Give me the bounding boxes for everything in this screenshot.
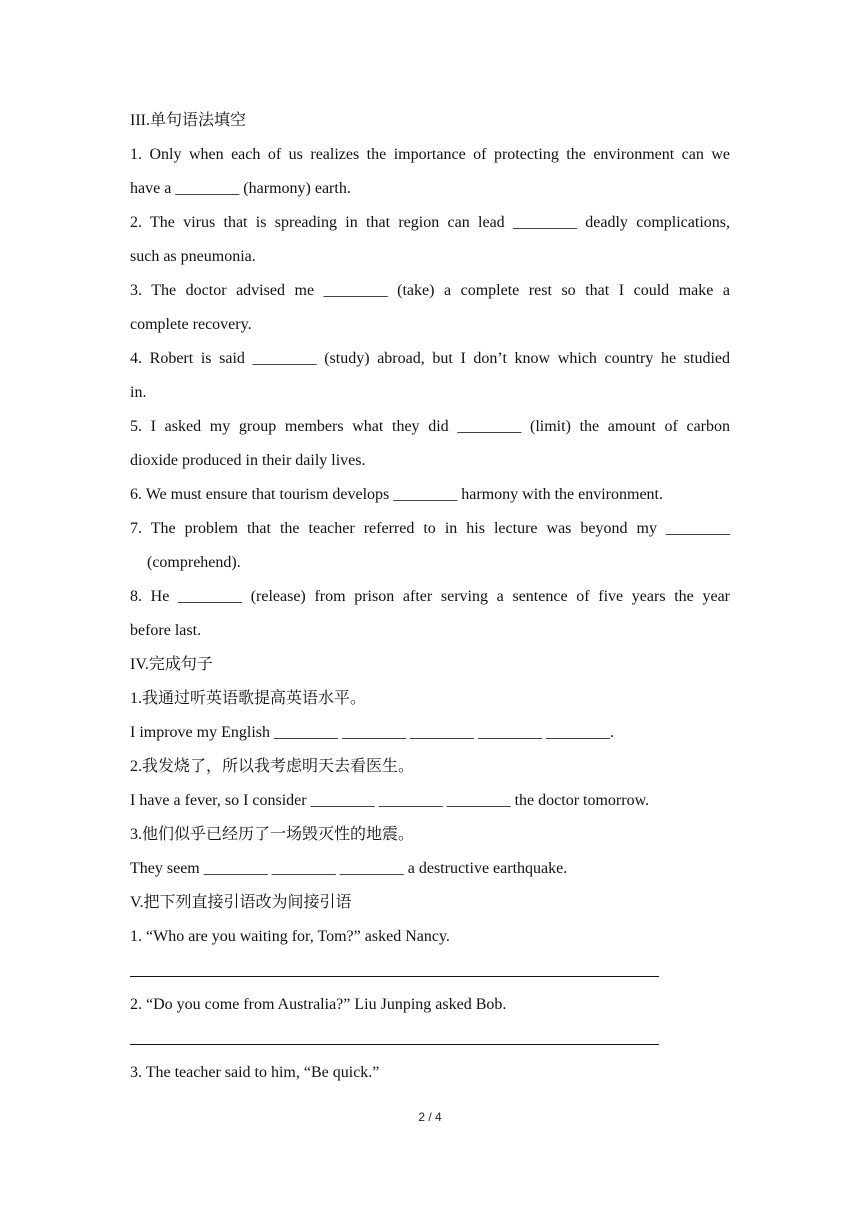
question-line: complete recovery. <box>130 316 252 333</box>
section-heading: III.单句语法填空 <box>130 112 246 129</box>
question-line: 3. The doctor advised me ________ (take) a complete rest so that I could make a <box>130 282 730 299</box>
section-heading: V.把下列直接引语改为间接引语 <box>130 894 352 911</box>
chinese-prompt: 1.我通过听英语歌提高英语水平。 <box>130 690 367 707</box>
question-line: (comprehend). <box>147 554 241 571</box>
english-sentence: They seem ________ ________ ________ a destructive earthquake. <box>130 860 568 877</box>
worksheet-content <box>130 104 730 1090</box>
question-line: before last. <box>130 622 202 639</box>
question-line: have a ________ (harmony) earth. <box>130 180 351 197</box>
question-line: 3. The teacher said to him, “Be quick.” <box>130 1064 380 1081</box>
chinese-prompt: 3.他们似乎已经历了一场毁灭性的地震。 <box>130 826 415 843</box>
question-line: such as pneumonia. <box>130 248 256 265</box>
question-line: 5. I asked my group members what they did ________ (limit) the amount of carbon <box>130 418 730 435</box>
english-sentence: I improve my English ________ ________ ________ ________ ________. <box>130 724 614 741</box>
question-line: 8. He ________ (release) from prison after serving a sentence of five years the year <box>130 588 730 605</box>
question-line: 7. The problem that the teacher referred to in his lecture was beyond my ________ <box>130 520 730 537</box>
question-line: 2. “Do you come from Australia?” Liu Junping asked Bob. <box>130 996 507 1013</box>
answer-line[interactable] <box>130 1022 730 1056</box>
question-line: 2. The virus that is spreading in that region can lead ________ deadly complications, <box>130 214 730 231</box>
question-line: 1. Only when each of us realizes the importance of protecting the environment can we <box>130 146 730 163</box>
english-sentence: I have a fever, so I consider ________ ________ ________ the doctor tomorrow. <box>130 792 650 809</box>
question-line: in. <box>130 384 147 401</box>
question-line: dioxide produced in their daily lives. <box>130 452 366 469</box>
page-number: 2 / 4 <box>418 1110 442 1124</box>
answer-line[interactable] <box>130 954 730 988</box>
chinese-prompt: 2.我发烧了，所以我考虑明天去看医生。 <box>130 758 415 775</box>
question-line: 1. “Who are you waiting for, Tom?” asked Nancy. <box>130 928 450 945</box>
question-line: 6. We must ensure that tourism develops ________ harmony with the environment. <box>130 486 663 503</box>
section-heading: IV.完成句子 <box>130 656 213 673</box>
question-line: 4. Robert is said ________ (study) abroad, but I don’t know which country he studied <box>130 350 730 367</box>
